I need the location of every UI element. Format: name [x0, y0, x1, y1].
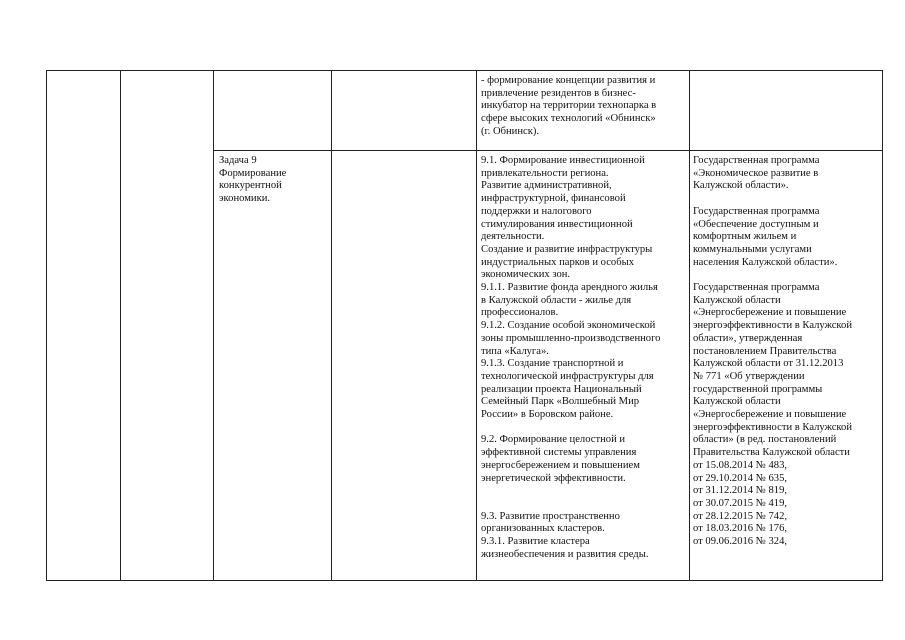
column-border [213, 70, 214, 581]
row-divider [213, 150, 883, 151]
measures-cell-continued: - формирование концепции развития и привлечение резидентов в бизнес- инкубатор на территории технопарка в сфере высоких технологий «Обнинск» (г. Обнинск). [481, 75, 657, 137]
column-border [120, 70, 121, 581]
column-border [46, 70, 47, 581]
table-bottom-border [46, 580, 883, 581]
table-top-border [46, 70, 883, 71]
task-cell: Задача 9 Формирование конкурентной экономики. [219, 155, 287, 205]
programs-cell: Государственная программа «Экономическое развитие в Калужской области». Государственная программа «Обеспечение доступным и комфортным жильем и коммунальными услугами населения Калужской области». Государственная программа Калужской области «Энергосбережение и повышение энергоэффективности в Калужской области», утвержденная постановлением Правительства Калужской области от 31.12.2013 № 771 «Об утверждении государственной программы Калужской области «Энергосбережение и повышение энергоэффективности в Калужской области» (в ред. постановлений Правительства Калужской области от 15.08.2014 № 483, от 29.10.2014 № 635, от 31.12.2014 № 819, от 30.07.2015 № 419, от 28.12.2015 № 742, от 18.03.2016 № 176, от 09.06.2016 № 324, [693, 155, 852, 548]
column-border [689, 70, 690, 581]
measures-cell: 9.1. Формирование инвестиционной привлекательности региона. Развитие административной, инфраструктурной, финансовой поддержки и налогового стимулирования инвестиционной деятельности. Создание и развитие инфраструктуры индустриальных парков и особых экономических зон. 9.1.1. Развитие фонда арендного жилья в Калужской области - жилье для профессионалов. 9.1.2. Создание особой экономической зоны промышленно-производственного типа «Калуга». 9.1.3. Создание транспортной и технологической инфраструктуры для реализации проекта Национальный Семейный Парк «Волшебный Мир России» в Боровском районе. 9.2. Формирование целостной и эффективной системы управления энергосбережением и повышением энергетической эффективности. 9.3. Развитие пространственно организованных кластеров. 9.3.1. Развитие кластера жизнеобеспечения и развития среды. [481, 155, 661, 560]
column-border [331, 70, 332, 581]
column-border [476, 70, 477, 581]
